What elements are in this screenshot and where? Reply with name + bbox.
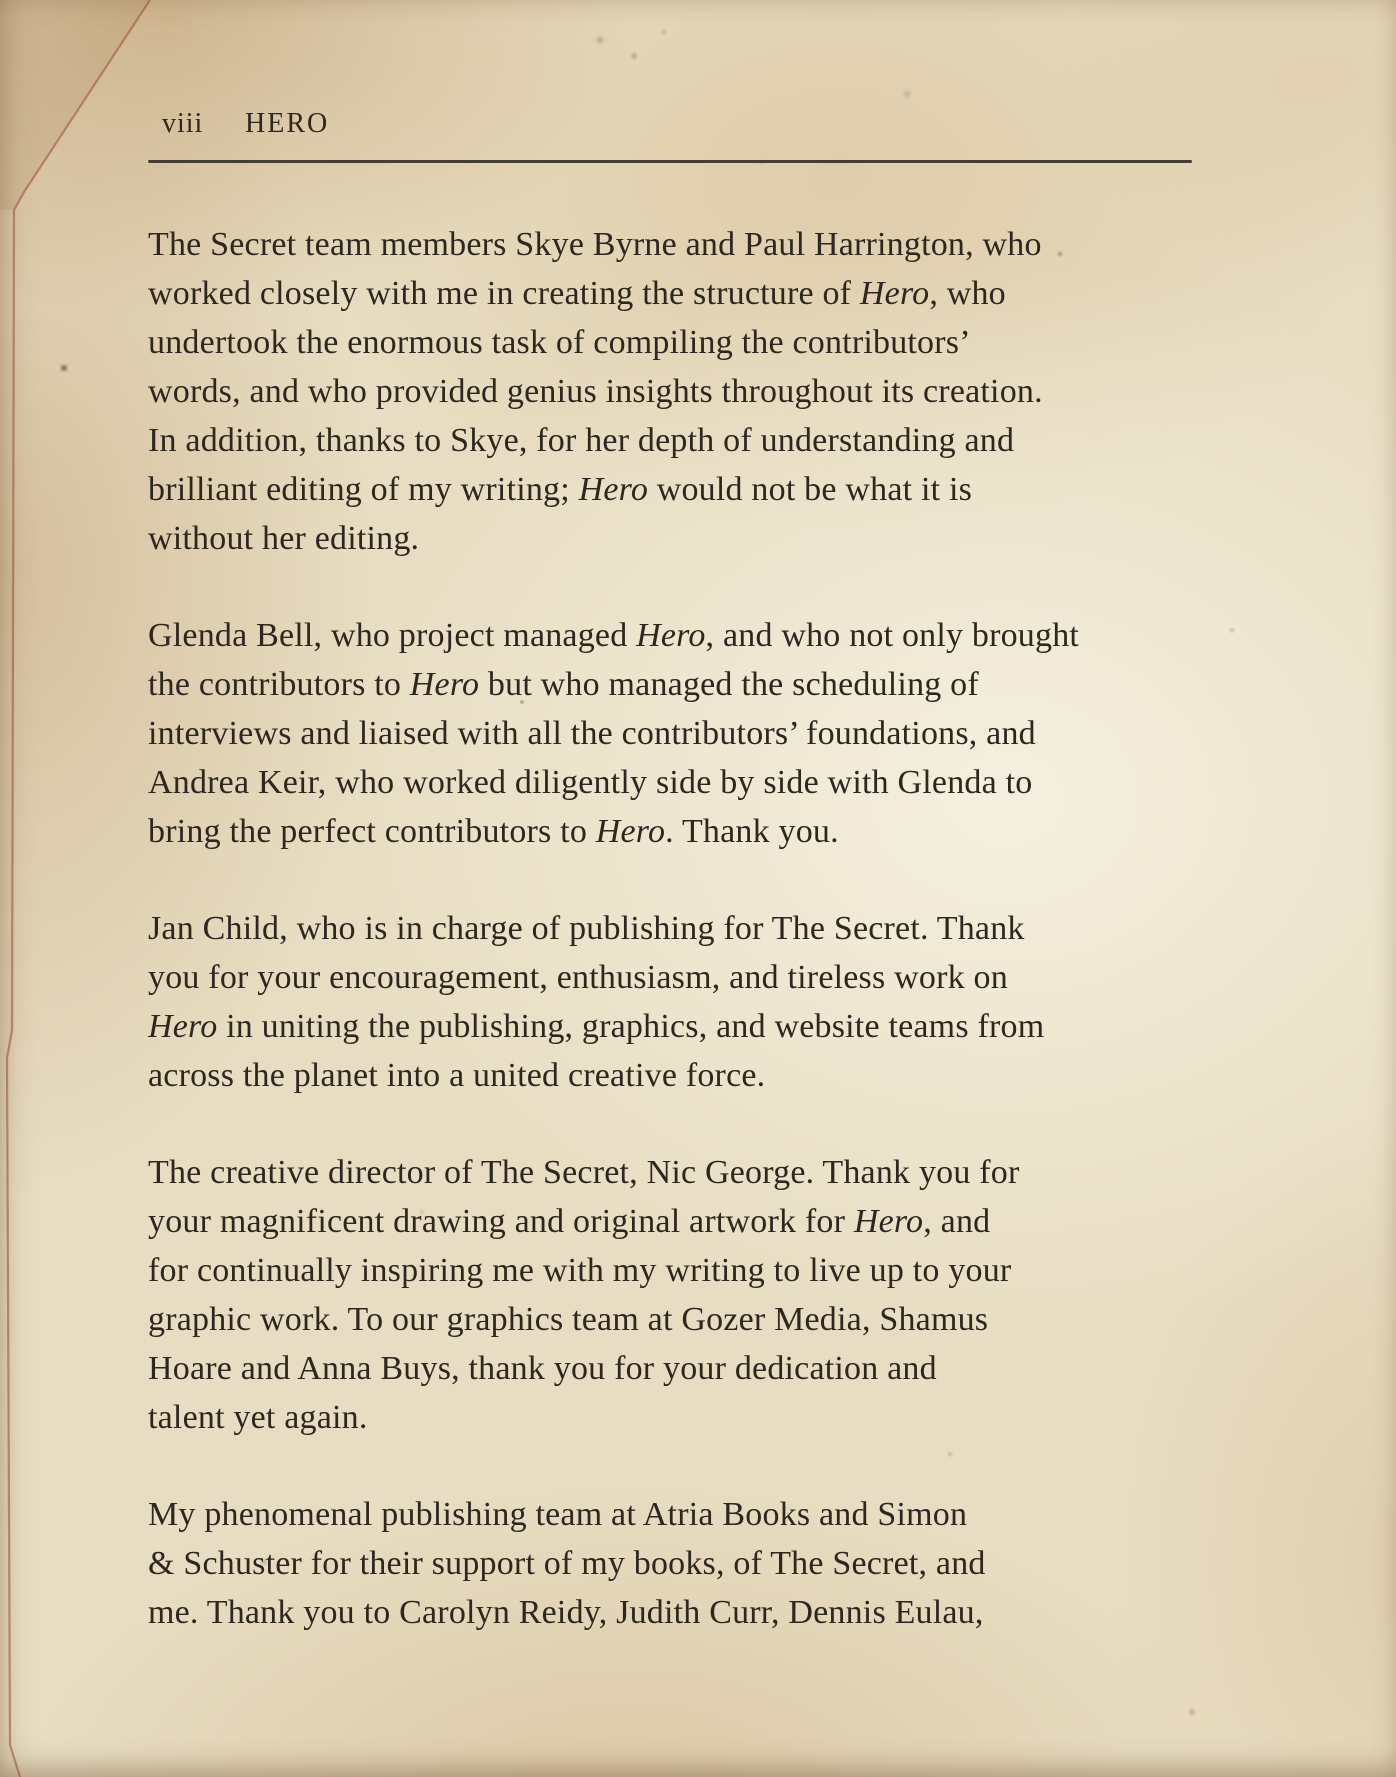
text-run: & Schuster for their support of my books, of The Secret, and bbox=[148, 1545, 986, 1582]
text-run: in uniting the publishing, graphics, and website teams from bbox=[217, 1008, 1045, 1045]
text-line bbox=[148, 1344, 1288, 1393]
italic-book-title: Hero bbox=[595, 813, 666, 850]
text-run: , and bbox=[923, 1203, 991, 1240]
text-run: , who bbox=[929, 275, 1006, 312]
text-run: you for your encouragement, enthusiasm, and tireless work on bbox=[148, 959, 1008, 996]
italic-book-title: Hero bbox=[578, 471, 649, 508]
text-run: The creative director of The Secret, Nic George. Thank you for bbox=[148, 1154, 1020, 1191]
text-line bbox=[148, 709, 1288, 758]
text-run: me. Thank you to Carolyn Reidy, Judith Curr, Dennis Eulau, bbox=[148, 1594, 984, 1631]
paragraph bbox=[148, 904, 1288, 1100]
text-run: , and who not only brought bbox=[705, 617, 1080, 654]
text-run: the contributors to bbox=[148, 666, 410, 703]
text-run: In addition, thanks to Skye, for her depth of understanding and bbox=[148, 422, 1015, 459]
text-run: Andrea Keir, who worked diligently side by side with Glenda to bbox=[148, 764, 1033, 801]
text-line bbox=[148, 514, 1288, 563]
text-run: words, and who provided genius insights throughout its creation. bbox=[148, 373, 1043, 410]
text-line bbox=[148, 1295, 1288, 1344]
text-line bbox=[148, 269, 1288, 318]
text-line bbox=[148, 220, 1288, 269]
text-run: would not be what it is bbox=[648, 471, 973, 508]
text-run: without her editing. bbox=[148, 520, 420, 557]
text-line bbox=[148, 367, 1288, 416]
text-run: worked closely with me in creating the structure of bbox=[148, 275, 860, 312]
text-run: Jan Child, who is in charge of publishing for The Secret. Thank bbox=[148, 910, 1025, 947]
paragraph bbox=[148, 1148, 1288, 1442]
text-run: . Thank you. bbox=[665, 813, 839, 850]
text-line bbox=[148, 1490, 1288, 1539]
paragraph bbox=[148, 611, 1288, 856]
text-run: talent yet again. bbox=[148, 1399, 368, 1436]
text-line bbox=[148, 465, 1288, 514]
text-run: graphic work. To our graphics team at Gozer Media, Shamus bbox=[148, 1301, 989, 1338]
page-edge-line bbox=[7, 0, 150, 1777]
paragraph bbox=[148, 1490, 1288, 1637]
text-line bbox=[148, 1148, 1288, 1197]
text-line bbox=[148, 611, 1288, 660]
text-line bbox=[148, 1051, 1288, 1100]
text-run: your magnificent drawing and original artwork for bbox=[148, 1203, 854, 1240]
text-run: brilliant editing of my writing; bbox=[148, 471, 579, 508]
italic-book-title: Hero bbox=[409, 666, 480, 703]
text-run: My phenomenal publishing team at Atria Books and Simon bbox=[148, 1496, 968, 1533]
text-line bbox=[148, 807, 1288, 856]
text-run: interviews and liaised with all the contributors’ foundations, and bbox=[148, 715, 1036, 752]
paper-specks bbox=[0, 0, 4, 4]
text-line bbox=[148, 416, 1288, 465]
page-corner-crease bbox=[0, 0, 150, 210]
text-run: Hoare and Anna Buys, thank you for your dedication and bbox=[148, 1350, 937, 1387]
italic-book-title: Hero bbox=[148, 1008, 218, 1045]
text-line bbox=[148, 1539, 1288, 1588]
text-line bbox=[148, 1246, 1288, 1295]
header-rule bbox=[148, 160, 1192, 163]
text-run: undertook the enormous task of compiling the contributors’ bbox=[148, 324, 971, 361]
paragraph bbox=[148, 220, 1288, 563]
text-line bbox=[148, 1197, 1288, 1246]
text-run: The Secret team members Skye Byrne and Paul Harrington, who bbox=[148, 226, 1042, 263]
text-line bbox=[148, 904, 1288, 953]
text-line bbox=[148, 758, 1288, 807]
italic-book-title: Hero bbox=[636, 617, 706, 654]
text-run: for continually inspiring me with my writing to live up to your bbox=[148, 1252, 1012, 1289]
text-line bbox=[148, 660, 1288, 709]
text-run: Glenda Bell, who project managed bbox=[148, 617, 637, 654]
text-line bbox=[148, 953, 1288, 1002]
text-line bbox=[148, 1588, 1288, 1637]
italic-book-title: Hero bbox=[853, 1203, 924, 1240]
text-line bbox=[148, 318, 1288, 367]
italic-book-title: Hero bbox=[859, 275, 930, 312]
text-run: but who managed the scheduling of bbox=[479, 666, 979, 703]
page-number: viii bbox=[162, 108, 204, 139]
running-title: HERO bbox=[245, 108, 330, 139]
text-run: across the planet into a united creative force. bbox=[148, 1057, 766, 1094]
text-run: bring the perfect contributors to bbox=[148, 813, 596, 850]
text-line bbox=[148, 1393, 1288, 1442]
page-text bbox=[148, 220, 1288, 1685]
text-line bbox=[148, 1002, 1288, 1051]
